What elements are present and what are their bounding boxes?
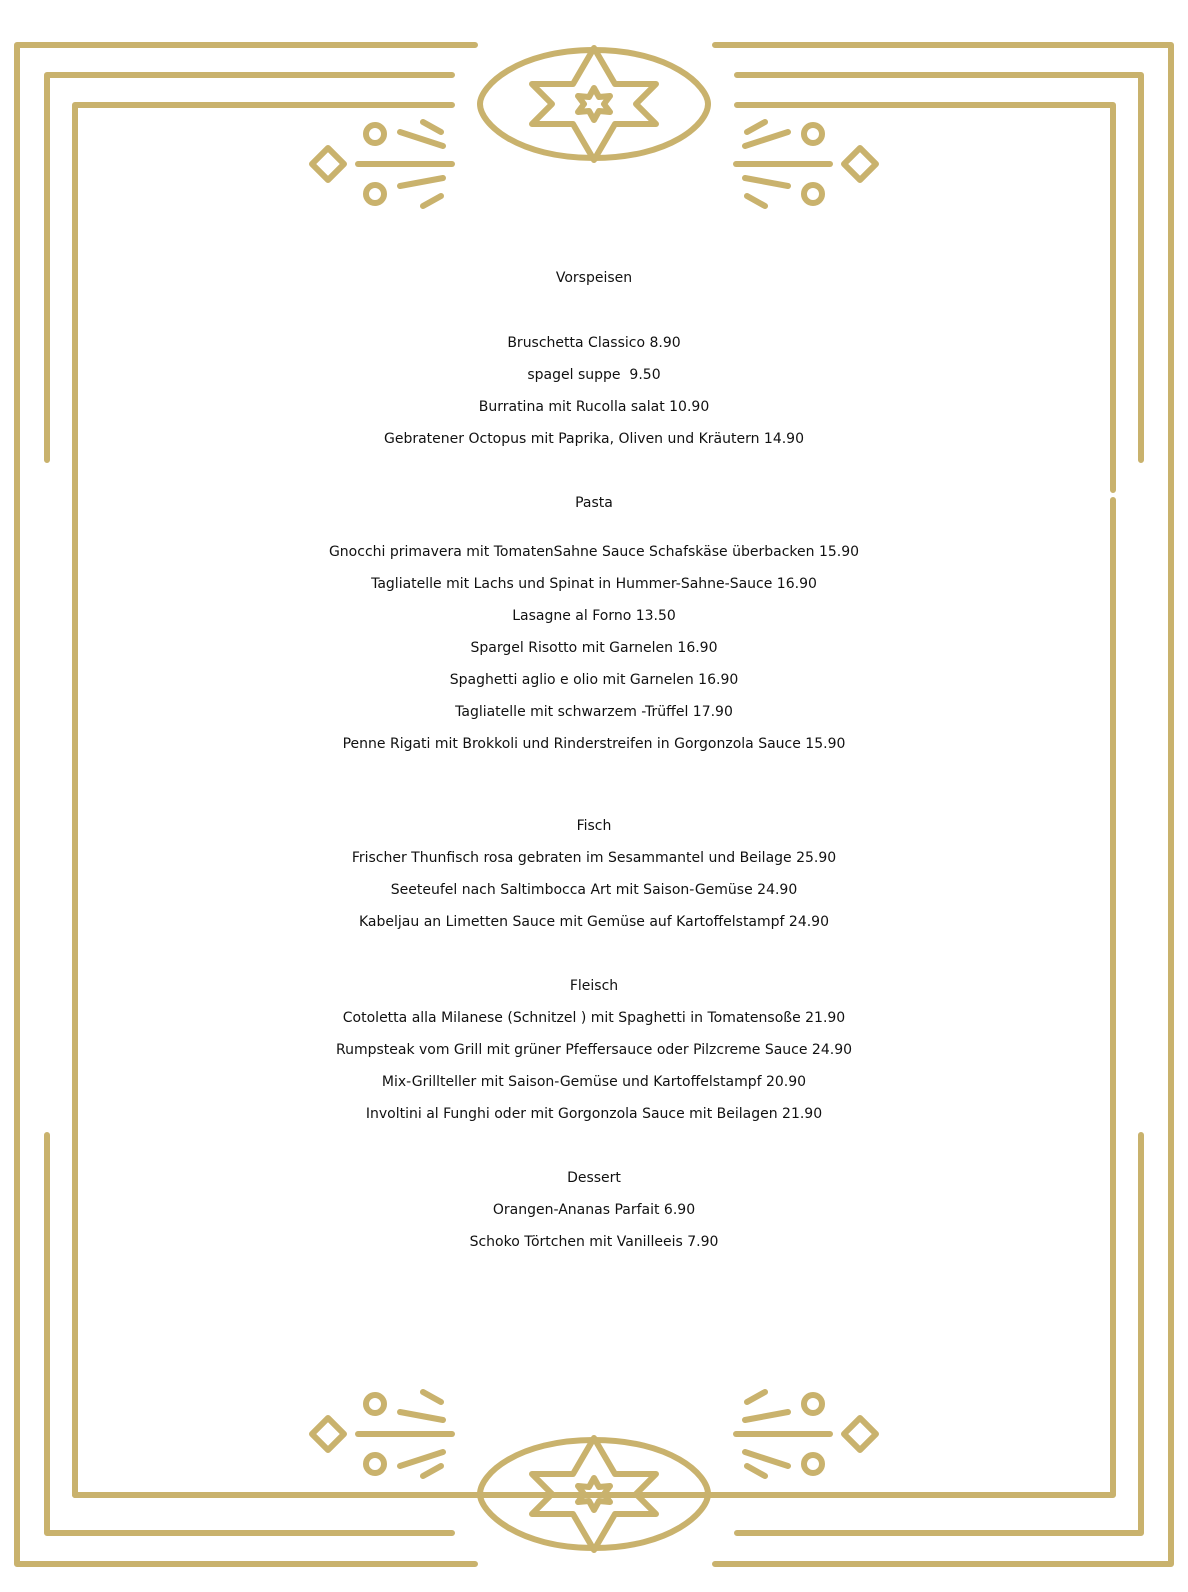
section-title: Pasta <box>575 495 613 511</box>
menu-item: Tagliatelle mit schwarzem -Trüffel 17.90 <box>455 704 733 720</box>
menu-item: Burratina mit Rucolla salat 10.90 <box>478 399 710 415</box>
menu-item: Gebratener Octopus mit Paprika, Oliven und Kräutern 14.90 <box>384 431 804 447</box>
menu-item: Gnocchi primavera mit TomatenSahne Sauce Schafskäse überbacken 15.90 <box>328 544 860 560</box>
menu-item: Mix-Grillteller mit Saison-Gemüse und Kartoffelstampf 20.90 <box>381 1074 807 1090</box>
menu-item: Bruschetta Classico 8.90 <box>507 335 681 351</box>
menu-item: Rumpsteak vom Grill mit grüner Pfeffersauce oder Pilzcreme Sauce 24.90 <box>335 1042 853 1058</box>
menu-item: Lasagne al Forno 13.50 <box>512 608 676 624</box>
section-title: Fisch <box>576 818 612 834</box>
menu-item: Schoko Törtchen mit Vanilleeis 7.90 <box>469 1234 719 1250</box>
menu-item: Tagliatelle mit Lachs und Spinat in Hummer-Sahne-Sauce 16.90 <box>371 576 817 592</box>
menu-item: Spaghetti aglio e olio mit Garnelen 16.90 <box>449 672 739 688</box>
section-title: Vorspeisen <box>555 270 633 286</box>
menu-item: Orangen-Ananas Parfait 6.90 <box>492 1202 696 1218</box>
menu-item: Involtini al Funghi oder mit Gorgonzola Sauce mit Beilagen 21.90 <box>365 1106 823 1122</box>
section-title: Fleisch <box>569 978 619 994</box>
menu-item: Frischer Thunfisch rosa gebraten im Sesammantel und Beilage 25.90 <box>351 850 837 866</box>
menu-item: Cotoletta alla Milanese (Schnitzel ) mit Spaghetti in Tomatensoße 21.90 <box>342 1010 846 1026</box>
menu-item: Kabeljau an Limetten Sauce mit Gemüse auf Kartoffelstampf 24.90 <box>359 914 829 930</box>
menu-item: Seeteufel nach Saltimbocca Art mit Saison-Gemüse 24.90 <box>390 882 798 898</box>
section-title: Dessert <box>567 1170 621 1186</box>
menu-item: spagel suppe 9.50 <box>527 367 661 383</box>
menu-item: Spargel Risotto mit Garnelen 16.90 <box>470 640 718 656</box>
menu-item: Penne Rigati mit Brokkoli und Rinderstreifen in Gorgonzola Sauce 15.90 <box>342 736 846 752</box>
